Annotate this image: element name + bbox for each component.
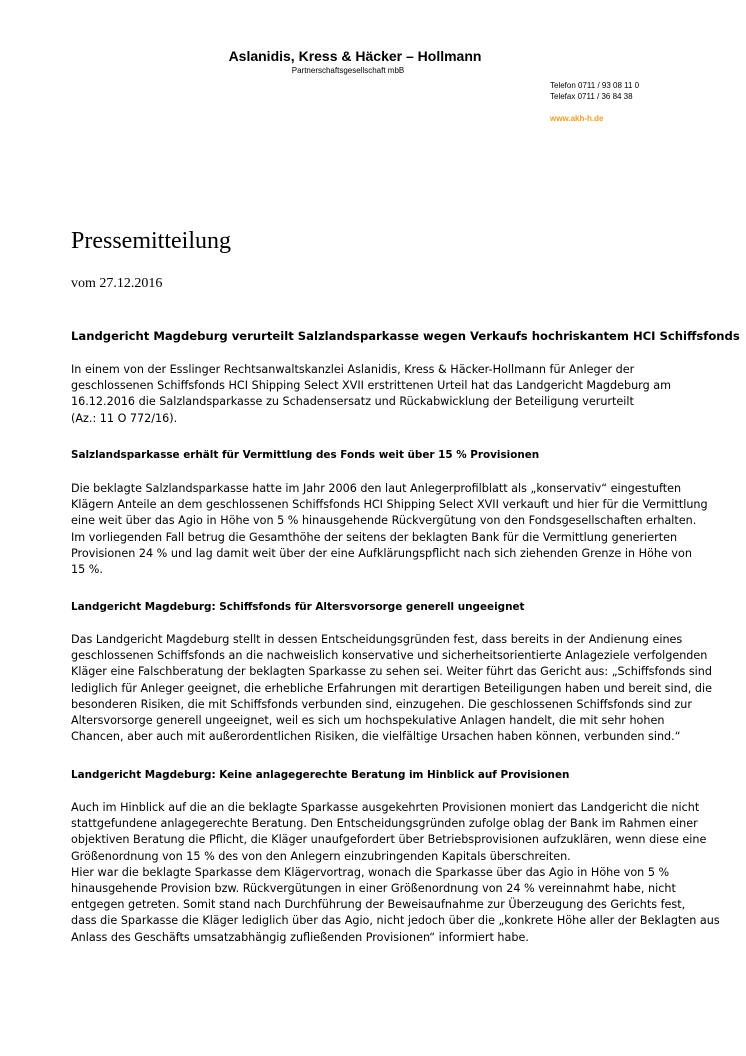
paragraph-line: entgegen getreten. Somit stand nach Durchführung der Beweisaufnahme zur Überzeugung des Gerichts fest, [71,898,686,912]
section-paragraph-provisions [71,481,721,578]
paragraph-line: lediglich für Anleger geeignet, die erhebliche Erfahrungen mit derartigen Beteiligungen haben und bereit sind, die [71,681,712,695]
paragraph-line: Größenordnung von 15 % des von den Anlegern einzubringenden Kapitals überschreiten. [71,849,571,863]
paragraph-line: 16.12.2016 die Salzlandsparkasse zu Schadensersatz und Rückabwicklung der Beteiligung verurteilt [71,395,634,409]
paragraph-line: eine weit über das Agio in Höhe von 5 % hinausgehende Rückvergütung von den Fondsgesellschaften erhalten. [71,514,697,528]
document-title: Pressemitteilung [71,228,231,254]
phone-number: Telefon 0711 / 93 08 11 0 [550,81,640,90]
paragraph-line: Die beklagte Salzlandsparkasse hatte im Jahr 2006 den laut Anlegerprofilblatt als „konservativ“ eingestuften [71,482,682,495]
paragraph-line: Hier war die beklagte Sparkasse dem Klägervortrag, wonach die Sparkasse über das Agio in Höhe von 5 % [71,865,670,879]
paragraph-line: geschlossenen Schiffsfonds HCI Shipping Select XVII erstrittenen Urteil hat das Landgericht Magdeburg am [71,379,671,393]
paragraph-line: dass die Sparkasse die Kläger lediglich über das Agio, nicht jedoch über die „konkrete Höhe aller der Beklagten aus [71,914,720,928]
section-paragraph-altersvorsorge [71,632,721,745]
paragraph-line: objektiven Beratung die Pflicht, die Kläger unaufgefordert über Betriebsprovisionen aufzuklären, wenn diese eine [71,833,707,847]
headline: Landgericht Magdeburg verurteilt Salzlandsparkasse wegen Verkaufs hochriskantem HCI Schiffsfonds [71,329,740,343]
paragraph-line: geschlossenen Schiffsfonds an die nachweislich konservative und sicherheitsorientierte Anlageziele verfolgenden [71,649,708,663]
paragraph-line: In einem von der Esslinger Rechtsanwaltskanzlei Aslanidis, Kress & Häcker-Hollmann für Anleger der [71,363,635,376]
paragraph-line: Provisionen 24 % und lag damit weit über der eine Aufklärungspflicht nach sich ziehenden Grenze in Höhe von [71,546,692,560]
paragraph-line: 15 %. [71,562,103,576]
paragraph-line: Im vorliegenden Fall betrug die Gesamthöhe der seitens der beklagten Bank für die Vermittlung generierten [71,530,678,544]
paragraph-line: Chancen, aber auch mit außerordentlichen Risiken, die vielfältige Ursachen haben können, verbunden sind.“ [71,730,681,744]
paragraph-line: besonderen Risiken, die mit Schiffsfonds verbunden sind, einzugehen. Die geschlossenen Schiffsfonds sind zur [71,697,692,711]
paragraph-line: Auch im Hinblick auf die an die beklagte Sparkasse ausgekehrten Provisionen moniert das Landgericht die nicht [71,801,700,814]
firm-name: Aslanidis, Kress & Häcker – Hollmann [228,48,482,64]
website-link[interactable]: www.akh-h.de [550,114,604,123]
paragraph-line: Das Landgericht Magdeburg stellt in dessen Entscheidungsgründen fest, dass bereits in der Andienung eines [71,633,683,646]
section-heading-beratung: Landgericht Magdeburg: Keine anlagegerechte Beratung im Hinblick auf Provisionen [71,769,570,781]
paragraph-line: Klägern Anteile an dem geschlossenen Schiffsfonds HCI Shipping Select XVII verkauft und hier für die Vermittlung [71,498,708,512]
fax-number: Telefax 0711 / 36 84 38 [550,92,633,101]
section-paragraph-beratung [71,800,721,946]
firm-subtitle: Partnerschaftsgesellschaft mbB [291,66,405,75]
paragraph-line: (Az.: 11 O 772/16). [71,411,178,425]
section-heading-altersvorsorge: Landgericht Magdeburg: Schiffsfonds für Altersvorsorge generell ungeeignet [71,601,525,613]
paragraph-line: Anlass des Geschäfts umsatzabhängig zufließenden Provisionen“ informiert habe. [71,930,529,944]
paragraph-line: stattgefundene anlagegerechte Beratung. Den Entscheidungsgründen zufolge oblag der Bank im Rahmen einer [71,817,698,831]
paragraph-line: hinausgehende Provision bzw. Rückvergütungen in einer Größenordnung von 24 % vereinnahmt habe, nicht [71,881,676,895]
intro-paragraph [71,362,721,427]
paragraph-line: Altersvorsorge generell ungeeignet, weil es sich um hochspekulative Anlagen handelt, die mit sehr hohen [71,713,665,727]
document-date: vom 27.12.2016 [71,276,163,291]
paragraph-line: Kläger eine Falschberatung der beklagten Sparkasse zu sehen sei. Weiter führt das Gericht aus: „Schiffsfonds sind [71,665,712,679]
section-heading-provisions: Salzlandsparkasse erhält für Vermittlung des Fonds weit über 15 % Provisionen [71,449,540,461]
